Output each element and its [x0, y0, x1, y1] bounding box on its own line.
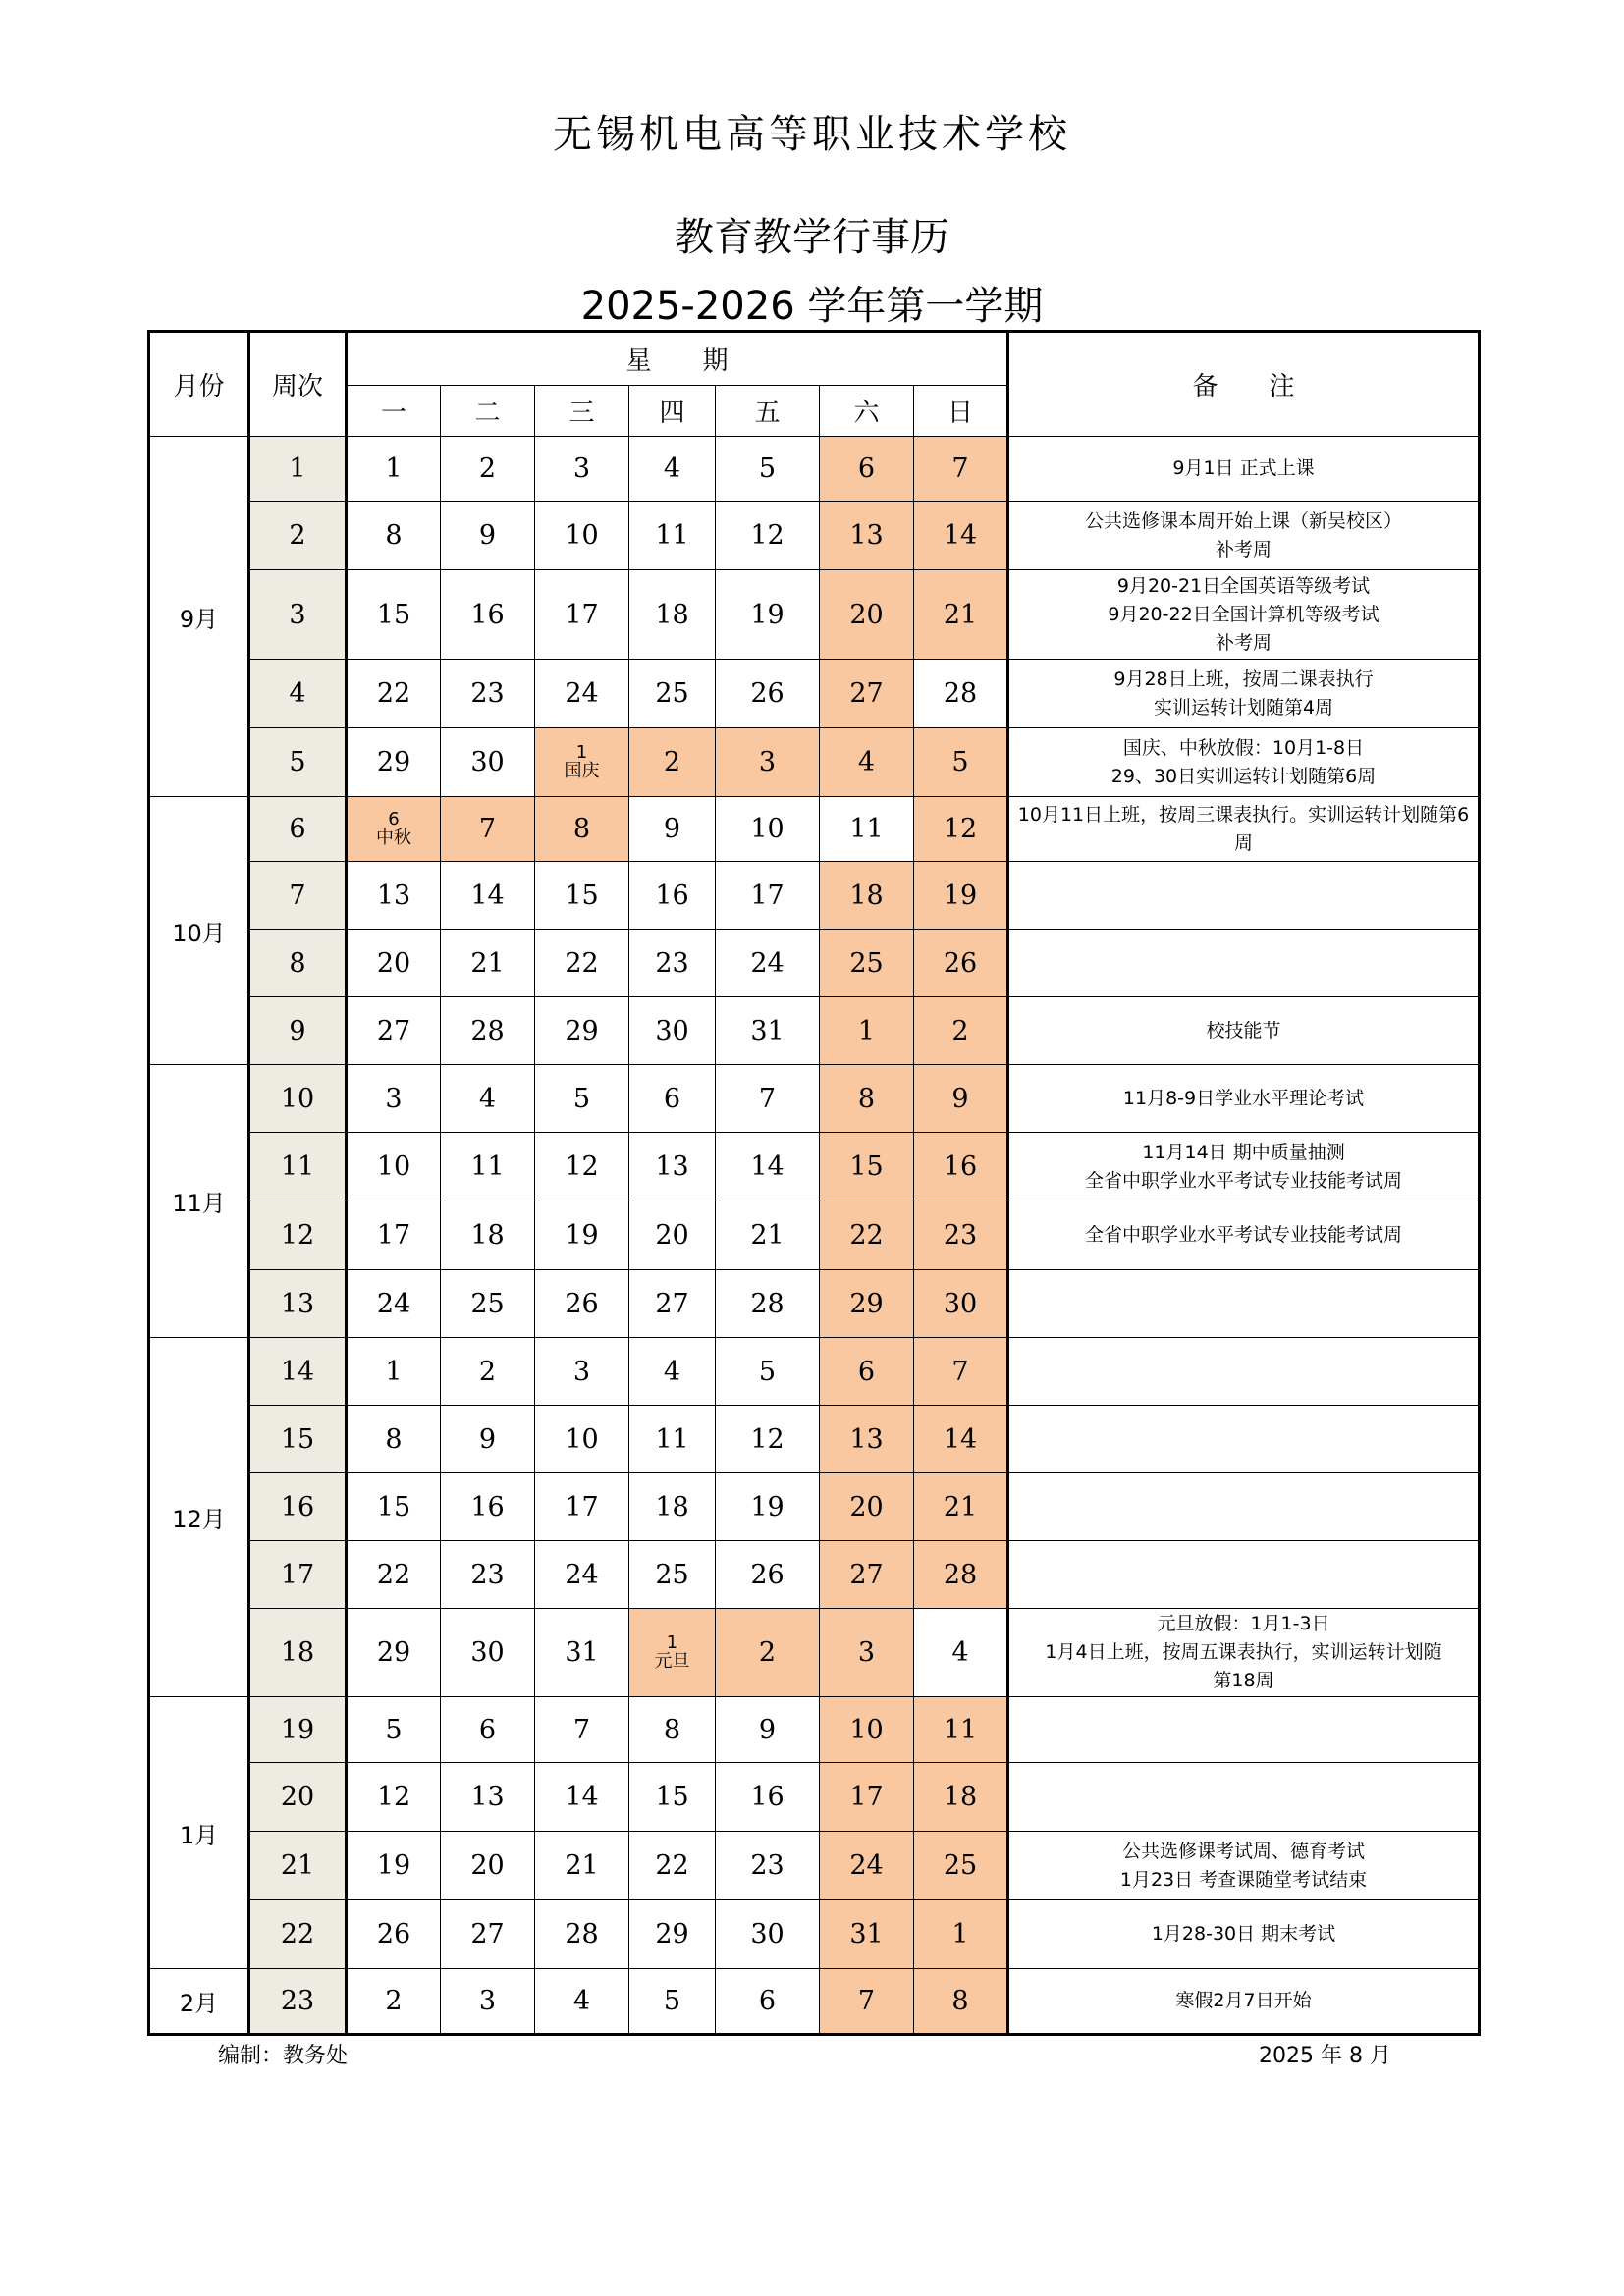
- day-cell: 16: [441, 1473, 535, 1541]
- day-cell: 17: [347, 1201, 441, 1270]
- day-cell: 29: [629, 1900, 716, 1969]
- day-cell: 24: [535, 660, 629, 728]
- day-cell: 17: [535, 1473, 629, 1541]
- day-cell: 27: [820, 660, 914, 728]
- day-cell: 23: [441, 1541, 535, 1609]
- week-row: [149, 997, 1480, 1065]
- day-cell: 12: [535, 1133, 629, 1201]
- notes-cell: [1008, 1065, 1480, 1133]
- day-cell: 6: [441, 1697, 535, 1763]
- day-cell: 22: [820, 1201, 914, 1270]
- day-cell: 8: [914, 1969, 1008, 2035]
- day-cell: 24: [716, 930, 820, 997]
- week-row: [149, 570, 1480, 660]
- note-line: 实训运转计划随第4周: [1153, 696, 1334, 719]
- week-row: [149, 930, 1480, 997]
- week-number-cell: 8: [249, 930, 347, 997]
- day-cell: 1: [347, 437, 441, 502]
- weekday-header-1: 一: [347, 386, 441, 437]
- day-number: 6: [388, 808, 400, 829]
- notes-cell: [1008, 502, 1480, 570]
- week-row: [149, 797, 1480, 862]
- calendar-body: [149, 332, 1480, 2035]
- day-cell: 11: [914, 1697, 1008, 1763]
- notes-cell: [1008, 862, 1480, 930]
- day-cell: 11: [820, 797, 914, 862]
- day-cell: 22: [629, 1832, 716, 1900]
- week-row: [149, 1969, 1480, 2035]
- footer-date: 2025 年 8 月: [1259, 2044, 1391, 2068]
- day-cell: 16: [629, 862, 716, 930]
- week-row: [149, 1338, 1480, 1406]
- week-row: [149, 728, 1480, 797]
- day-cell: 25: [820, 930, 914, 997]
- day-cell: 20: [629, 1201, 716, 1270]
- week-row: [149, 1473, 1480, 1541]
- week-number-cell: 22: [249, 1900, 347, 1969]
- notes-header: 备 注: [1008, 332, 1480, 437]
- day-cell: 13: [820, 502, 914, 570]
- day-cell: 31: [716, 997, 820, 1065]
- day-cell: 12: [716, 502, 820, 570]
- day-cell: 18: [441, 1201, 535, 1270]
- calendar-table: [147, 330, 1481, 2036]
- day-cell: 2: [441, 437, 535, 502]
- week-number-cell: 9: [249, 997, 347, 1065]
- week-row: [149, 1832, 1480, 1900]
- day-cell: 16: [441, 570, 535, 660]
- week-number-cell: 21: [249, 1832, 347, 1900]
- day-cell: 8: [347, 1406, 441, 1473]
- day-cell: 3: [441, 1969, 535, 2035]
- month-cell: 1月: [149, 1697, 249, 1969]
- day-cell: 13: [820, 1406, 914, 1473]
- day-cell: 16: [914, 1133, 1008, 1201]
- note-line: 全省中职学业水平考试专业技能考试周: [1085, 1169, 1403, 1192]
- day-cell: 21: [716, 1201, 820, 1270]
- day-cell: 6: [820, 437, 914, 502]
- day-cell: 25: [629, 660, 716, 728]
- day-cell: 20: [347, 930, 441, 997]
- day-cell: 29: [347, 1609, 441, 1697]
- day-cell: 10: [820, 1697, 914, 1763]
- week-row: [149, 1133, 1480, 1201]
- notes-cell: [1008, 1473, 1480, 1541]
- day-cell: 10: [716, 797, 820, 862]
- day-cell: 22: [347, 1541, 441, 1609]
- note-line: 校技能节: [1206, 1019, 1281, 1041]
- notes-cell: [1008, 1900, 1480, 1969]
- week-row: [149, 1900, 1480, 1969]
- day-cell: 25: [914, 1832, 1008, 1900]
- week-number-cell: 11: [249, 1133, 347, 1201]
- week-row: [149, 660, 1480, 728]
- day-cell: 26: [716, 660, 820, 728]
- day-cell: 14: [535, 1763, 629, 1832]
- day-cell: 8: [820, 1065, 914, 1133]
- day-cell: 15: [820, 1133, 914, 1201]
- day-cell: 28: [914, 660, 1008, 728]
- day-cell: 12: [716, 1406, 820, 1473]
- day-cell: 5: [535, 1065, 629, 1133]
- notes-cell: [1008, 1541, 1480, 1609]
- note-line: 11月8-9日学业水平理论考试: [1122, 1087, 1365, 1109]
- day-cell: 26: [347, 1900, 441, 1969]
- weekday-header-3: 三: [535, 386, 629, 437]
- notes-cell: [1008, 1763, 1480, 1832]
- week-number-cell: 20: [249, 1763, 347, 1832]
- day-cell: 2: [716, 1609, 820, 1697]
- note-line: 公共选修课本周开始上课（新吴校区）: [1085, 509, 1403, 532]
- day-cell: 17: [716, 862, 820, 930]
- day-cell: [629, 1609, 716, 1697]
- day-cell: 5: [716, 437, 820, 502]
- day-cell: 27: [820, 1541, 914, 1609]
- day-cell: 5: [716, 1338, 820, 1406]
- day-cell: 22: [535, 930, 629, 997]
- day-cell: 3: [820, 1609, 914, 1697]
- notes-cell: [1008, 1969, 1480, 2035]
- week-number-cell: 23: [249, 1969, 347, 2035]
- holiday-label: 国庆: [564, 760, 600, 781]
- notes-cell: [1008, 1609, 1480, 1697]
- school-name: 无锡机电高等职业技术学校: [553, 112, 1071, 157]
- month-header: 月份: [149, 332, 249, 437]
- day-cell: 2: [629, 728, 716, 797]
- week-number-cell: 18: [249, 1609, 347, 1697]
- day-cell: [347, 797, 441, 862]
- day-cell: 7: [820, 1969, 914, 2035]
- day-cell: 15: [347, 1473, 441, 1541]
- day-cell: 18: [820, 862, 914, 930]
- day-cell: 27: [441, 1900, 535, 1969]
- week-number-cell: 15: [249, 1406, 347, 1473]
- day-cell: 19: [914, 862, 1008, 930]
- compiled-by: 编制：教务处: [218, 2044, 349, 2068]
- day-cell: 23: [629, 930, 716, 997]
- day-cell: 15: [535, 862, 629, 930]
- day-cell: 29: [347, 728, 441, 797]
- note-line: 补考周: [1216, 631, 1272, 654]
- day-cell: 30: [629, 997, 716, 1065]
- week-number-cell: 16: [249, 1473, 347, 1541]
- day-cell: 9: [629, 797, 716, 862]
- day-cell: 24: [347, 1270, 441, 1338]
- day-cell: 20: [820, 1473, 914, 1541]
- day-cell: 19: [716, 1473, 820, 1541]
- week-row: [149, 1763, 1480, 1832]
- day-cell: 31: [820, 1900, 914, 1969]
- day-cell: 9: [441, 1406, 535, 1473]
- notes-cell: [1008, 570, 1480, 660]
- day-cell: 11: [441, 1133, 535, 1201]
- day-cell: 9: [914, 1065, 1008, 1133]
- week-row: [149, 1609, 1480, 1697]
- day-cell: 20: [441, 1832, 535, 1900]
- week-number-cell: 3: [249, 570, 347, 660]
- week-row: [149, 437, 1480, 502]
- week-number-cell: 17: [249, 1541, 347, 1609]
- day-cell: 5: [629, 1969, 716, 2035]
- day-cell: 7: [914, 1338, 1008, 1406]
- weekday-header-2: 二: [441, 386, 535, 437]
- week-header: 周次: [249, 332, 347, 437]
- holiday-label: 中秋: [376, 827, 411, 848]
- week-row: [149, 862, 1480, 930]
- notes-cell: [1008, 1338, 1480, 1406]
- notes-cell: [1008, 1832, 1480, 1900]
- week-row: [149, 1406, 1480, 1473]
- notes-cell: [1008, 437, 1480, 502]
- note-line: 9月1日 正式上课: [1172, 457, 1315, 479]
- day-cell: 20: [820, 570, 914, 660]
- notes-cell: [1008, 1133, 1480, 1201]
- month-cell: 9月: [149, 437, 249, 797]
- day-cell: 23: [914, 1201, 1008, 1270]
- week-number-cell: 6: [249, 797, 347, 862]
- note-line: 公共选修课考试周、德育考试: [1122, 1840, 1366, 1862]
- day-cell: 21: [914, 570, 1008, 660]
- day-cell: 24: [820, 1832, 914, 1900]
- note-line: 补考周: [1216, 538, 1272, 561]
- day-cell: 13: [629, 1133, 716, 1201]
- day-cell: 24: [535, 1541, 629, 1609]
- note-line: 9月28日上班，按周二课表执行: [1113, 667, 1374, 690]
- notes-cell: [1008, 660, 1480, 728]
- day-cell: 19: [347, 1832, 441, 1900]
- day-cell: 26: [535, 1270, 629, 1338]
- day-cell: 21: [914, 1473, 1008, 1541]
- day-cell: 4: [820, 728, 914, 797]
- notes-cell: [1008, 1406, 1480, 1473]
- day-cell: 21: [441, 930, 535, 997]
- week-number-cell: 10: [249, 1065, 347, 1133]
- day-cell: 12: [347, 1763, 441, 1832]
- holiday-label: 元旦: [654, 1650, 690, 1672]
- day-cell: 2: [347, 1969, 441, 2035]
- page-subtitle: 2025-2026 学年第一学期: [580, 284, 1044, 329]
- day-cell: 14: [716, 1133, 820, 1201]
- month-cell: 11月: [149, 1065, 249, 1338]
- week-number-cell: 19: [249, 1697, 347, 1763]
- week-row: [149, 1065, 1480, 1133]
- notes-cell: [1008, 1201, 1480, 1270]
- day-cell: 21: [535, 1832, 629, 1900]
- day-cell: 10: [535, 502, 629, 570]
- day-number: 1: [666, 1631, 678, 1653]
- week-number-cell: 2: [249, 502, 347, 570]
- day-cell: 9: [441, 502, 535, 570]
- day-cell: 14: [914, 1406, 1008, 1473]
- day-cell: 25: [441, 1270, 535, 1338]
- day-cell: 8: [347, 502, 441, 570]
- weekday-header-5: 五: [716, 386, 820, 437]
- day-cell: 14: [441, 862, 535, 930]
- day-cell: 28: [441, 997, 535, 1065]
- day-cell: 5: [914, 728, 1008, 797]
- day-cell: 5: [347, 1697, 441, 1763]
- note-line: 29、30日实训运转计划随第6周: [1110, 765, 1377, 787]
- note-line: 10月11日上班，按周三课表执行。实训运转计划随第6周: [1017, 803, 1470, 854]
- day-cell: 23: [441, 660, 535, 728]
- day-cell: 15: [629, 1763, 716, 1832]
- note-line: 1月28-30日 期末考试: [1151, 1923, 1336, 1945]
- day-cell: 3: [716, 728, 820, 797]
- notes-cell: [1008, 728, 1480, 797]
- note-line: 全省中职学业水平考试专业技能考试周: [1085, 1224, 1403, 1246]
- day-cell: 4: [629, 1338, 716, 1406]
- notes-cell: [1008, 930, 1480, 997]
- day-cell: 8: [535, 797, 629, 862]
- week-row: [149, 1270, 1480, 1338]
- day-cell: 14: [914, 502, 1008, 570]
- day-cell: 6: [820, 1338, 914, 1406]
- day-cell: 1: [820, 997, 914, 1065]
- day-cell: 17: [820, 1763, 914, 1832]
- day-cell: 19: [535, 1201, 629, 1270]
- note-line: 11月14日 期中质量抽测: [1142, 1141, 1345, 1163]
- week-row: [149, 1541, 1480, 1609]
- weekday-header-7: 日: [914, 386, 1008, 437]
- day-cell: 28: [914, 1541, 1008, 1609]
- day-cell: 22: [347, 660, 441, 728]
- day-cell: 31: [535, 1609, 629, 1697]
- day-cell: 3: [347, 1065, 441, 1133]
- note-line: 9月20-21日全国英语等级考试: [1116, 574, 1371, 597]
- weekday-header-4: 四: [629, 386, 716, 437]
- day-cell: 29: [820, 1270, 914, 1338]
- day-cell: 6: [629, 1065, 716, 1133]
- month-cell: 10月: [149, 797, 249, 1065]
- note-line: 1月23日 考查课随堂考试结束: [1119, 1868, 1368, 1891]
- day-cell: 7: [914, 437, 1008, 502]
- day-cell: 1: [914, 1900, 1008, 1969]
- day-cell: 28: [716, 1270, 820, 1338]
- day-cell: 1: [347, 1338, 441, 1406]
- notes-cell: [1008, 1270, 1480, 1338]
- day-cell: 8: [629, 1697, 716, 1763]
- note-line: 9月20-22日全国计算机等级考试: [1108, 603, 1380, 625]
- day-cell: 6: [716, 1969, 820, 2035]
- weekday-header-6: 六: [820, 386, 914, 437]
- day-cell: 28: [535, 1900, 629, 1969]
- day-cell: 7: [716, 1065, 820, 1133]
- week-row: [149, 502, 1480, 570]
- day-cell: [535, 728, 629, 797]
- day-cell: 12: [914, 797, 1008, 862]
- day-cell: 15: [347, 570, 441, 660]
- day-cell: 4: [629, 437, 716, 502]
- day-cell: 25: [629, 1541, 716, 1609]
- day-cell: 17: [535, 570, 629, 660]
- month-cell: 12月: [149, 1338, 249, 1697]
- day-cell: 2: [441, 1338, 535, 1406]
- day-cell: 13: [441, 1763, 535, 1832]
- note-line: 寒假2月7日开始: [1175, 1990, 1312, 2011]
- day-cell: 26: [914, 930, 1008, 997]
- day-cell: 19: [716, 570, 820, 660]
- day-cell: 26: [716, 1541, 820, 1609]
- day-number: 1: [575, 741, 588, 763]
- day-cell: 11: [629, 502, 716, 570]
- week-number-cell: 5: [249, 728, 347, 797]
- day-cell: 11: [629, 1406, 716, 1473]
- day-cell: 30: [914, 1270, 1008, 1338]
- day-cell: 27: [629, 1270, 716, 1338]
- day-cell: 10: [347, 1133, 441, 1201]
- week-number-cell: 13: [249, 1270, 347, 1338]
- weekday-group-header: 星 期: [347, 332, 1008, 386]
- week-number-cell: 12: [249, 1201, 347, 1270]
- day-cell: 4: [914, 1609, 1008, 1697]
- day-cell: 9: [716, 1697, 820, 1763]
- day-cell: 10: [535, 1406, 629, 1473]
- day-cell: 23: [716, 1832, 820, 1900]
- note-line: 元旦放假：1月1-3日: [1157, 1613, 1330, 1634]
- week-number-cell: 14: [249, 1338, 347, 1406]
- day-cell: 13: [347, 862, 441, 930]
- day-cell: 7: [535, 1697, 629, 1763]
- day-cell: 3: [535, 1338, 629, 1406]
- note-line: 第18周: [1213, 1670, 1274, 1691]
- day-cell: 4: [535, 1969, 629, 2035]
- week-row: [149, 1201, 1480, 1270]
- day-cell: 29: [535, 997, 629, 1065]
- note-line: 1月4日上班，按周五课表执行，实训运转计划随: [1045, 1641, 1442, 1663]
- week-row: [149, 1697, 1480, 1763]
- day-cell: 7: [441, 797, 535, 862]
- week-number-cell: 7: [249, 862, 347, 930]
- page-title: 教育教学行事历: [675, 215, 949, 260]
- day-cell: 30: [441, 1609, 535, 1697]
- week-number-cell: 1: [249, 437, 347, 502]
- day-cell: 27: [347, 997, 441, 1065]
- notes-cell: [1008, 997, 1480, 1065]
- note-line: 国庆、中秋放假：10月1-8日: [1122, 736, 1365, 759]
- day-cell: 2: [914, 997, 1008, 1065]
- notes-cell: [1008, 797, 1480, 862]
- day-cell: 30: [716, 1900, 820, 1969]
- week-number-cell: 4: [249, 660, 347, 728]
- day-cell: 4: [441, 1065, 535, 1133]
- day-cell: 18: [629, 1473, 716, 1541]
- day-cell: 30: [441, 728, 535, 797]
- day-cell: 18: [914, 1763, 1008, 1832]
- day-cell: 18: [629, 570, 716, 660]
- day-cell: 3: [535, 437, 629, 502]
- month-cell: 2月: [149, 1969, 249, 2035]
- day-cell: 16: [716, 1763, 820, 1832]
- notes-cell: [1008, 1697, 1480, 1763]
